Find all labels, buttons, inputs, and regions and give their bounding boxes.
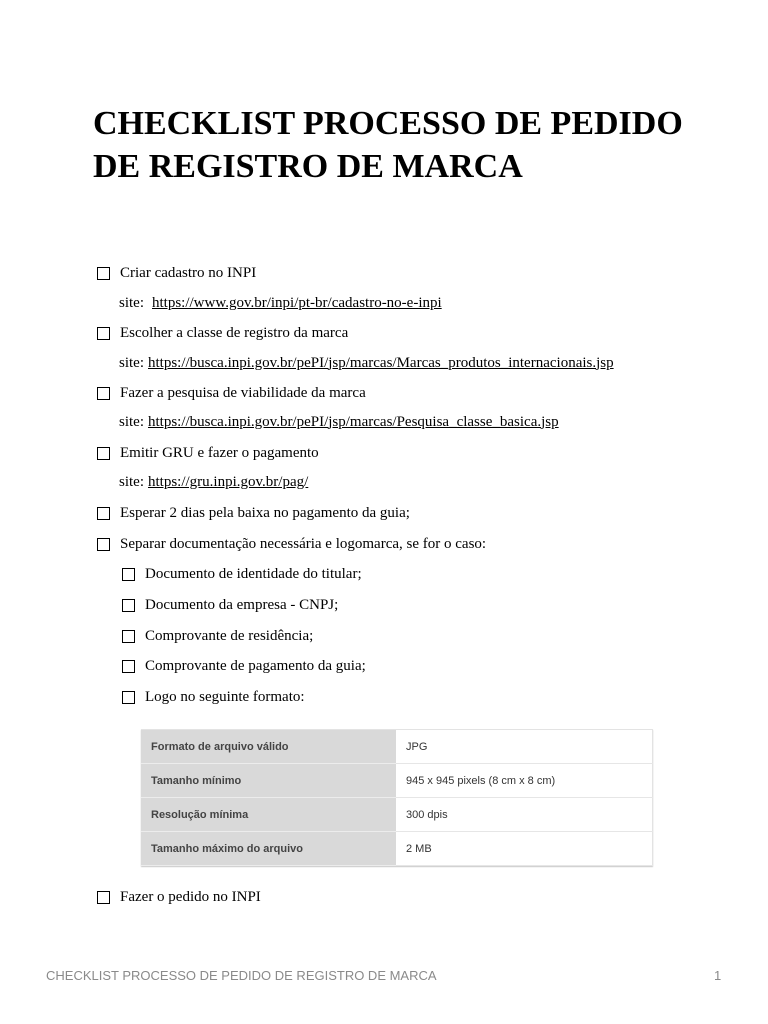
site-label: site: [119, 473, 144, 490]
table-value-cell: 2 MB [396, 832, 653, 866]
checkbox[interactable] [97, 447, 110, 460]
site-link[interactable]: https://busca.inpi.gov.br/pePI/jsp/marcas/Marcas_produtos_internacionais.jsp [148, 354, 614, 371]
site-line [119, 412, 559, 432]
checklist-item [97, 323, 348, 343]
table-row [141, 730, 653, 764]
checklist-item [97, 443, 319, 463]
checklist-subitem [122, 626, 313, 646]
checklist-item-label: Escolher a classe de registro da marca [120, 324, 349, 341]
table-key-cell: Tamanho mínimo [141, 764, 396, 798]
checklist-item [97, 887, 261, 907]
table-key-cell: Tamanho máximo do arquivo [141, 832, 396, 866]
site-label: site: [119, 354, 144, 371]
checklist-item-label: Esperar 2 dias pela baixa no pagamento da guia; [120, 504, 410, 521]
table-row [141, 764, 653, 798]
document-title: CHECKLIST PROCESSO DE PEDIDO DE REGISTRO DE MARCA [93, 105, 683, 185]
table-value-cell: JPG [396, 730, 653, 764]
table-value-cell: 300 dpis [396, 798, 653, 832]
site-line [119, 353, 614, 373]
checklist-subitem-label: Comprovante de pagamento da guia; [145, 657, 366, 674]
checklist-item-label: Fazer a pesquisa de viabilidade da marca [120, 384, 366, 401]
page-number: 1 [714, 968, 722, 983]
checklist-subitem [122, 595, 338, 615]
site-label: site: [119, 294, 144, 311]
checkbox[interactable] [122, 660, 135, 673]
checkbox[interactable] [97, 507, 110, 520]
checklist-item-label: Fazer o pedido no INPI [120, 888, 261, 905]
checkbox[interactable] [97, 327, 110, 340]
checkbox[interactable] [97, 267, 110, 280]
checklist-subitem-label: Documento de identidade do titular; [145, 565, 362, 582]
site-label: site: [119, 413, 144, 430]
table-key-cell: Formato de arquivo válido [141, 730, 396, 764]
checkbox[interactable] [122, 691, 135, 704]
checkbox[interactable] [122, 568, 135, 581]
checklist-item [97, 263, 256, 283]
site-link[interactable]: https://gru.inpi.gov.br/pag/ [148, 473, 309, 490]
checklist-subitem-label: Comprovante de residência; [145, 627, 314, 644]
checklist-subitem [122, 564, 362, 584]
checklist-item [97, 534, 486, 554]
logo-format-table [141, 729, 653, 866]
checklist-subitem-label: Documento da empresa - CNPJ; [145, 596, 339, 613]
checklist-subitem [122, 687, 305, 707]
checkbox[interactable] [97, 387, 110, 400]
checklist-item-label: Emitir GRU e fazer o pagamento [120, 444, 319, 461]
table-row [141, 798, 653, 832]
checklist-item [97, 383, 366, 403]
site-link[interactable]: https://www.gov.br/inpi/pt-br/cadastro-no-e-inpi [152, 294, 442, 311]
checkbox[interactable] [97, 891, 110, 904]
checklist-item [97, 503, 410, 523]
table-row [141, 832, 653, 866]
checkbox[interactable] [122, 630, 135, 643]
site-line [119, 293, 442, 313]
site-line [119, 472, 308, 492]
checklist-item-label: Criar cadastro no INPI [120, 264, 257, 281]
table-value-cell: 945 x 945 pixels (8 cm x 8 cm) [396, 764, 653, 798]
checklist-item-label: Separar documentação necessária e logomarca, se for o caso: [120, 535, 487, 552]
site-link[interactable]: https://busca.inpi.gov.br/pePI/jsp/marcas/Pesquisa_classe_basica.jsp [148, 413, 559, 430]
checkbox[interactable] [97, 538, 110, 551]
checkbox[interactable] [122, 599, 135, 612]
checklist-subitem [122, 656, 366, 676]
checklist-subitem-label: Logo no seguinte formato: [145, 688, 305, 705]
page-footer: CHECKLIST PROCESSO DE PEDIDO DE REGISTRO DE MARCA [46, 968, 437, 983]
table-key-cell: Resolução mínima [141, 798, 396, 832]
